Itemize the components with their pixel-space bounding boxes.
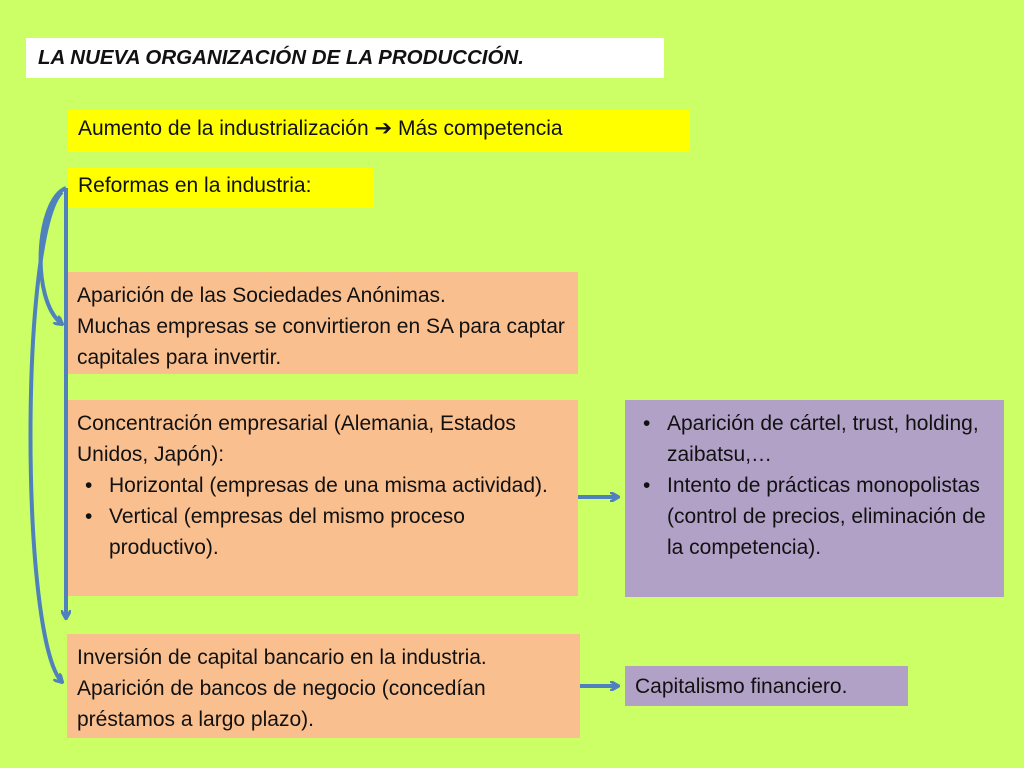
- bank-capital-box: Inversión de capital bancario en la industria. Aparición de bancos de negocio (concedían préstamos a largo plazo).: [67, 634, 580, 738]
- list-item: • Horizontal (empresas de una misma actividad).: [77, 470, 568, 501]
- list-item: • Intento de prácticas monopolistas (control de precios, eliminación de la competencia).: [635, 470, 994, 563]
- list-item: • Vertical (empresas del mismo proceso productivo).: [77, 501, 568, 563]
- concentration-intro: Concentración empresarial (Alemania, Estados Unidos, Japón):: [77, 412, 516, 466]
- curve-arrow-bank: [31, 192, 63, 682]
- industrialization-label: Aumento de la industrialización: [78, 117, 369, 140]
- competition-label: Más competencia: [397, 117, 563, 140]
- list-item: • Aparición de cártel, trust, holding, zaibatsu,…: [635, 408, 994, 470]
- reforms-box: Reformas en la industria:: [68, 168, 374, 208]
- sa-heading: Aparición de las Sociedades Anónimas.: [77, 284, 446, 307]
- sa-description: Muchas empresas se convirtieron en SA para captar capitales para invertir.: [77, 315, 565, 369]
- financial-capitalism-box: Capitalismo financiero.: [625, 666, 908, 706]
- right-arrow-icon: ➔: [374, 116, 393, 140]
- page-title: LA NUEVA ORGANIZACIÓN DE LA PRODUCCIÓN.: [26, 38, 664, 78]
